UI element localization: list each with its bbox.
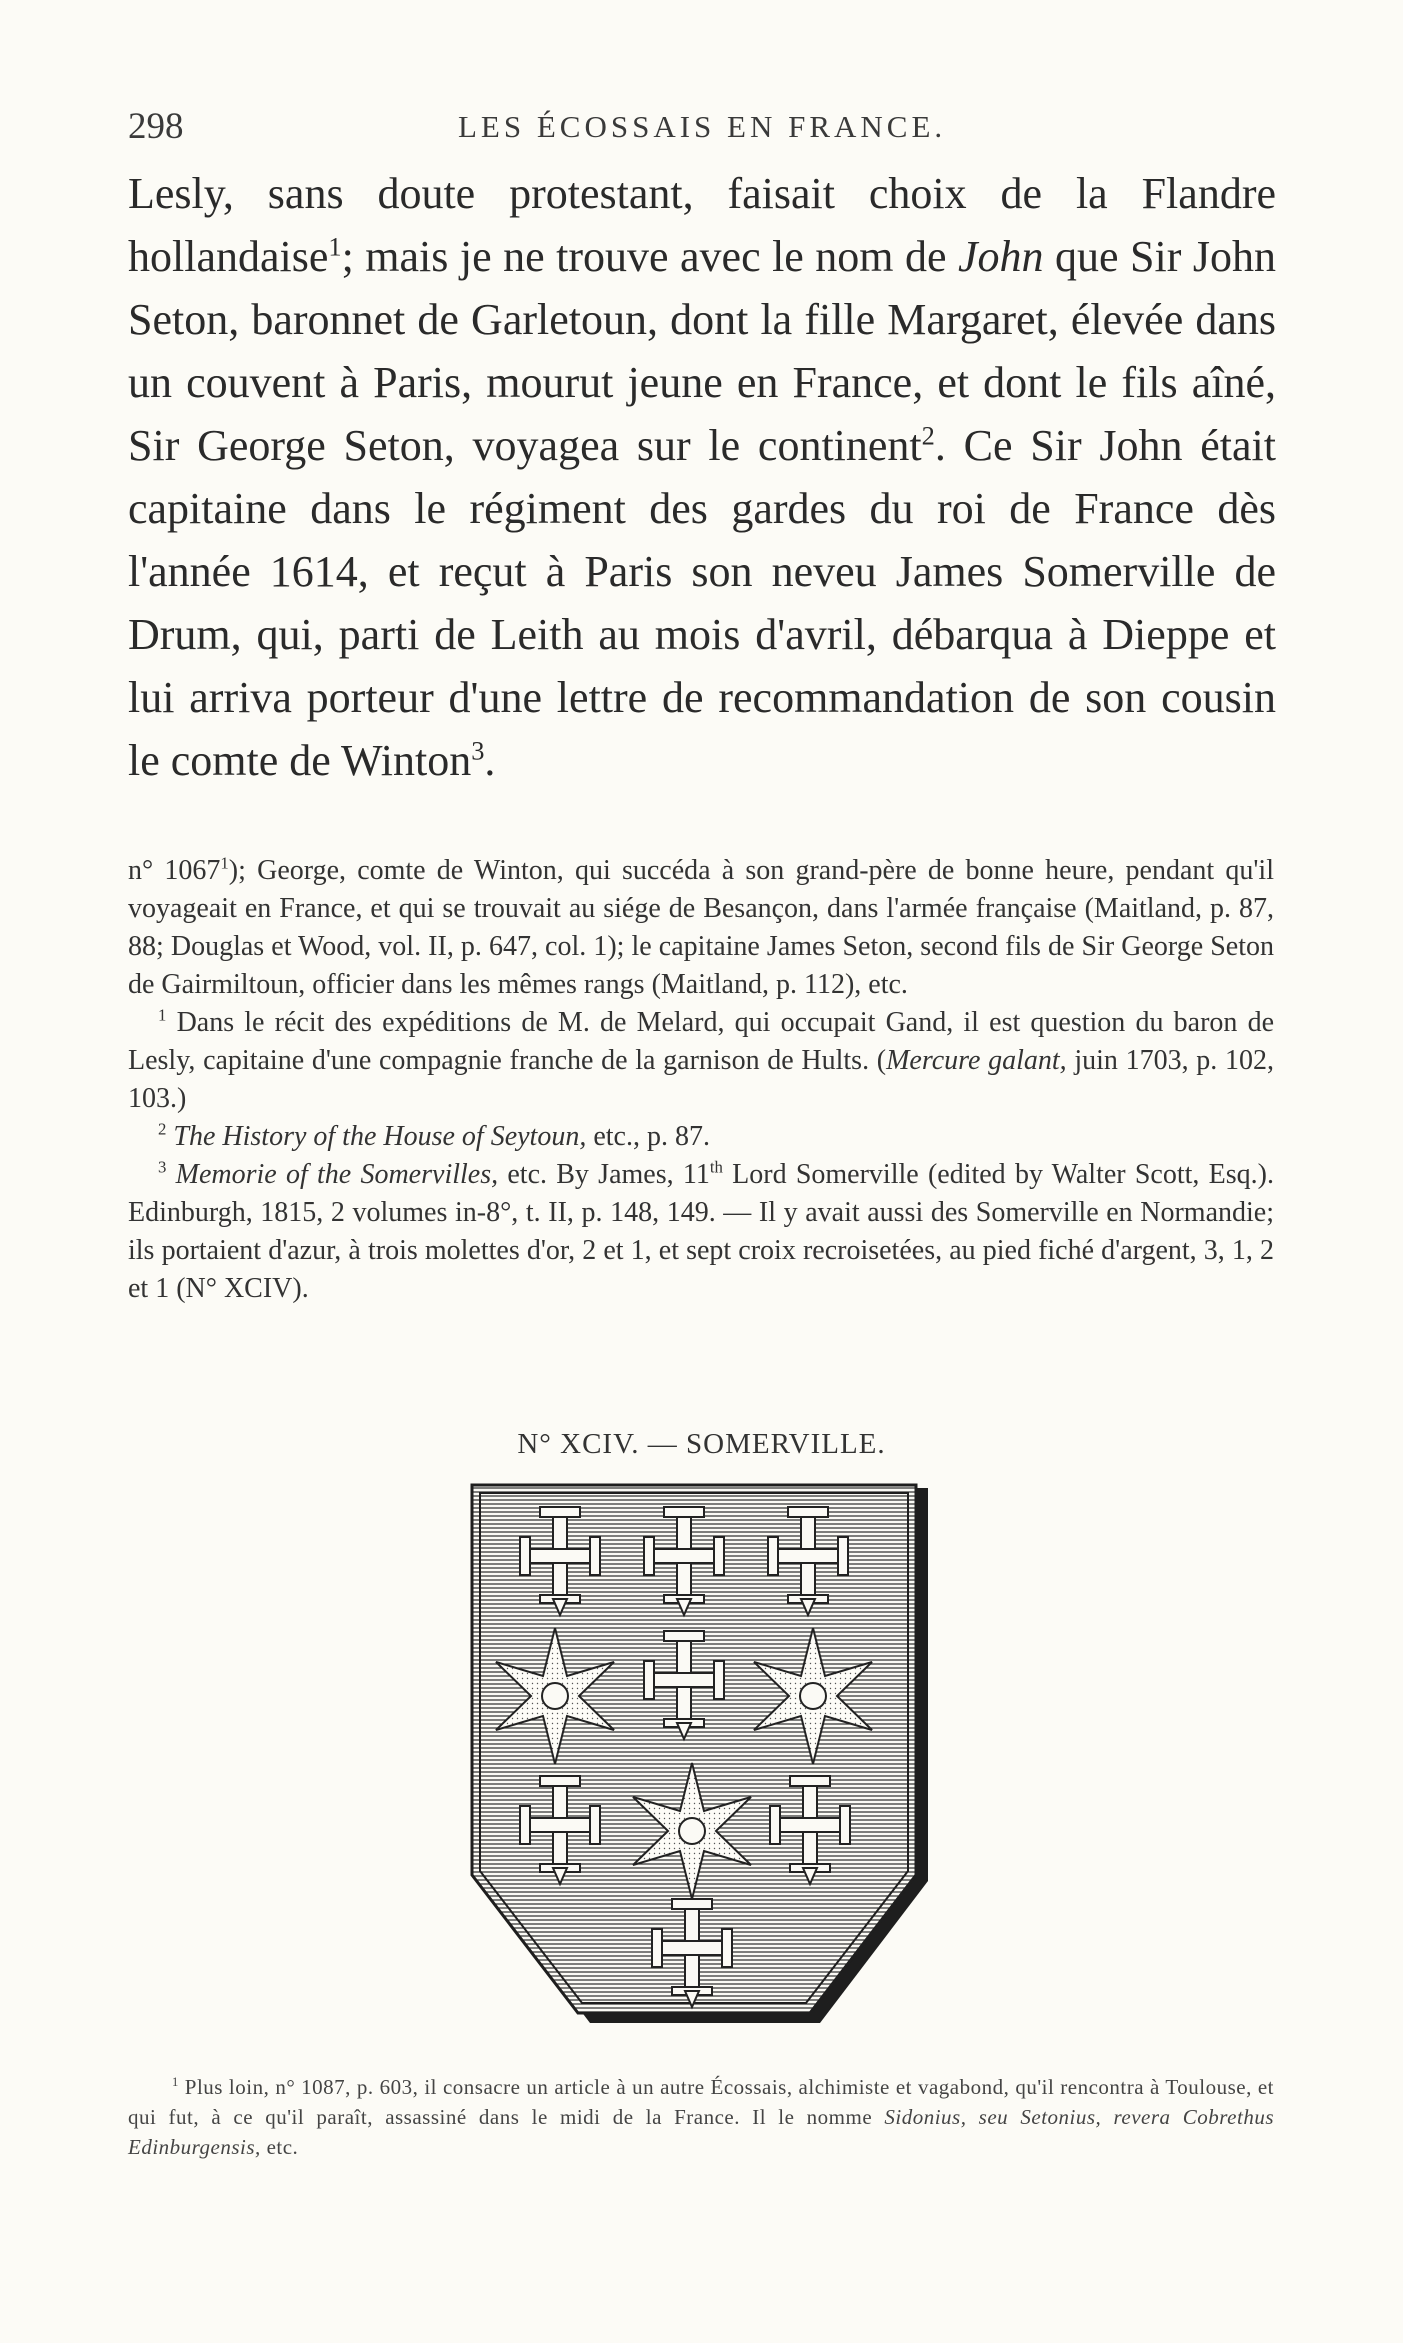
page-number: 298 [128, 106, 184, 147]
somerville-coat-of-arms [470, 1483, 930, 2053]
footnote-ref[interactable]: 2 [921, 420, 935, 451]
main-paragraph: Lesly, sans doute protestant, faisait choix de la Flandre hollandaise$^1$; mais je ne trouve avec le nom de John que Sir John Seton, baronnet de Garletoun, dont la fille Margaret, élevée dans un couvent à Paris, mourut jeune en France, et dont le fils aîné, Sir George Seton, voyagea sur le continent$^2$. Ce Sir John était capitaine dans le régiment des gardes du roi de France dès l'année 1614, et reçut à Paris son neveu James Somerville de Drum, qui, parti de Leith au mois d'avril, débarqua à Dieppe et lui arriva porteur d'une lettre de recommandation de son cousin le comte de Winton$^3$. [128, 169, 1277, 785]
footnote-2: $^2$ The History of the House of Seytoun, etc., p. 87. [158, 1119, 710, 1152]
footnote-3: $^3$ Memorie of the Somervilles, etc. By James, 11th Lord Somerville (edited by Walter Scott, Esq.). Edinburgh, 1815, 2 volumes in-8°, t. II, p. 148, 149. — Il y avait aussi des Somerville en Normandie; ils portaient d'azur, à trois molettes d'or, 2 et 1, et sept croix recroisetées, au pied fiché d'argent, 3, 1, 2 et 1 (N° XCIV). [128, 1157, 1274, 1304]
running-title: LES ÉCOSSAIS EN FRANCE. [458, 109, 947, 144]
figure-caption: N° XCIV. — SOMERVILLE. [517, 1428, 886, 1460]
footnote-ref[interactable]: 1 [328, 231, 342, 262]
footnote-1: $^1$ Dans le récit des expéditions de M. de Melard, qui occupait Gand, il est question du baron de Lesly, capitaine d'une compagnie franche de la garnison de Hults. (Mercure galant, juin 1703, p. 102, 103.) [128, 1005, 1274, 1114]
footnote-continuation: n° 1067$^1$); George, comte de Winton, qui succéda à son grand-père de bonne heure, pendant qu'il voyageait en France, et qui se trouvait au siége de Besançon, dans l'armée française (Maitland, p. 87, 88; Douglas et Wood, vol. II, p. 647, col. 1); le capitaine James Seton, second fils de Sir George Seton de Gairmiltoun, officier dans les mêmes rangs (Maitland, p. 112), etc. [128, 853, 1274, 1000]
footnote-ref[interactable]: 3 [471, 735, 485, 766]
main-text [128, 162, 1276, 792]
page-header [128, 105, 1278, 155]
bottom-footnote: $^1$ Plus loin, n° 1087, p. 603, il consacre un article à un autre Écossais, alchimiste et vagabond, qu'il rencontra à Toulouse, et qui fut, à ce qu'il paraît, assassiné dans le midi de la France. Il le nomme Sidonius, seu Setonius, revera Cobrethus Edinburgensis, etc. [128, 2075, 1274, 2159]
footnotes [128, 852, 1274, 1308]
